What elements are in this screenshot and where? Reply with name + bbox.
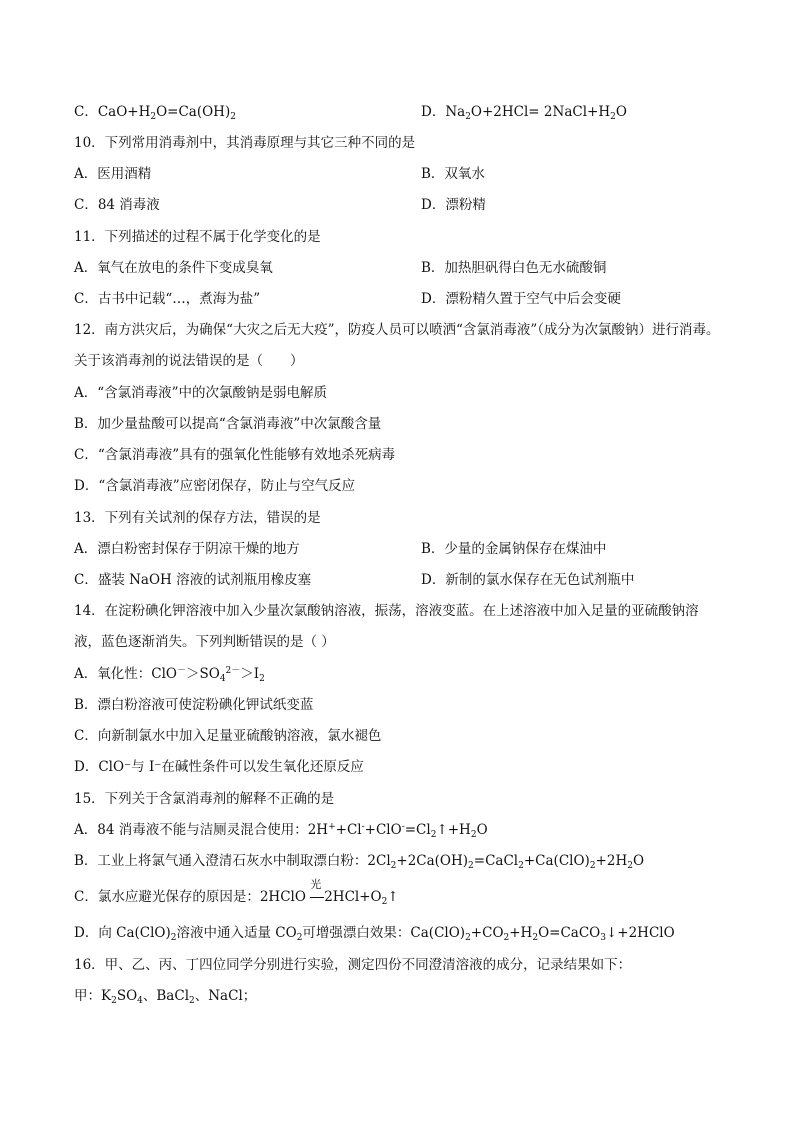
light-condition-mark: 光 (310, 887, 324, 907)
question-12-stem-line1: 12．南方洪灾后，为确保“大灾之后无大疫”，防疫人员可以喷洒“含氯消毒液”（成分为次氯酸钠）进行消毒。 (74, 322, 720, 338)
question-16-record-jia: 甲：$K_2SO_4$、BaCl$_2$、NaCl； (74, 988, 257, 1006)
option-c: C．古书中记载“…，煮海为盐” (74, 291, 261, 307)
question-14-option-a: A．氧化性：$ClO^->SO_4^{2-}>I_2$ (74, 666, 265, 684)
question-11-options-ab (74, 258, 734, 278)
question-12-option-b: B．加少量盐酸可以提高“含氯消毒液”中次氯酸含量 (74, 416, 382, 432)
option-a: A．漂白粉密封保存于阴凉干燥的地方 (74, 541, 300, 557)
question-16-stem: 16．甲、乙、丙、丁四位同学分别进行实验，测定四份不同澄清溶液的成分，记录结果如下： (74, 957, 632, 973)
option-d: D．$Na_2O+2HCl=$ $2NaCl+H_2O$ (421, 104, 627, 122)
option-b: B．双氧水 (421, 166, 485, 182)
question-15-option-a: A．84 消毒液不能与洁厕灵混合使用：$2H^++Cl^-+ClO^-=Cl_2↑+H_2O$ (74, 822, 488, 840)
option-c: C．盛装 NaOH 溶液的试剂瓶用橡皮塞 (74, 572, 312, 588)
question-14-option-b: B．漂白粉溶液可使淀粉碘化钾试纸变蓝 (74, 697, 314, 713)
question-14-stem-line1: 14．在淀粉碘化钾溶液中加入少量次氯酸钠溶液，振荡，溶液变蓝。在上述溶液中加入足量的亚硫酸钠溶 (74, 603, 699, 619)
question-10-stem: 10．下列常用消毒剂中，其消毒原理与其它三种不同的是 (74, 135, 416, 151)
question-14-option-d: D．ClO⁻与 I⁻在碱性条件可以发生氧化还原反应 (74, 759, 364, 775)
question-12-option-d: D．“含氯消毒液”应密闭保存，防止与空气反应 (74, 478, 356, 494)
option-b: B．少量的金属钠保存在煤油中 (421, 541, 607, 557)
question-13-options-ab (74, 539, 734, 559)
question-11-stem: 11．下列描述的过程不属于化学变化的是 (74, 229, 321, 245)
option-b: B．加热胆矾得白色无水硫酸铜 (421, 260, 607, 276)
question-13-stem: 13．下列有关试剂的保存方法，错误的是 (74, 510, 321, 526)
option-a: A．氧气在放电的条件下变成臭氧 (74, 260, 273, 276)
question-15-option-c: C．氯水应避光保存的原因是：2HClO 光 $2HCl+O_2↑$ (74, 878, 399, 907)
question-11-options-cd (74, 289, 734, 309)
question-10-options-ab (74, 164, 734, 184)
option-d: D．漂粉精久置于空气中后会变硬 (421, 291, 621, 307)
question-15-option-d: D．向 $Ca(ClO)_2$溶液中通入适量 $CO_2$可增强漂白效果：$Ca(ClO)_2+CO_2+H_2O=CaCO_3↓+2HClO$ (74, 925, 675, 943)
option-d: D．新制的氯水保存在无色试剂瓶中 (421, 572, 635, 588)
question-13-options-cd (74, 570, 734, 590)
question-14-stem-line2: 液，蓝色逐渐消失。下列判断错误的是（ ） (74, 634, 335, 650)
question-14-option-c: C．向新制氯水中加入足量亚硫酸钠溶液，氯水褪色 (74, 728, 382, 744)
option-c: C．$CaO+H_2O=Ca(OH)_2$ (74, 104, 236, 122)
question-15-option-b: B．工业上将氯气通入澄清石灰水中制取漂白粉：$2Cl_2+2Ca(OH)_2=CaCl_2+Ca(ClO)_2+2H_2O$ (74, 853, 645, 871)
question-9-options-cd (74, 102, 734, 122)
option-d: D．漂粉精 (421, 197, 486, 213)
option-c: C．84 消毒液 (74, 197, 160, 213)
question-12-stem-line2: 关于该消毒剂的说法错误的是（ ） (74, 353, 304, 369)
option-a: A．医用酒精 (74, 166, 152, 182)
question-15-stem: 15．下列关于含氯消毒剂的解释不正确的是 (74, 791, 335, 807)
question-12-option-c: C．“含氯消毒液”具有的强氧化性能够有效地杀死病毒 (74, 447, 396, 463)
question-12-option-a: A．“含氯消毒液”中的次氯酸钠是弱电解质 (74, 385, 328, 401)
question-10-options-cd (74, 195, 734, 215)
